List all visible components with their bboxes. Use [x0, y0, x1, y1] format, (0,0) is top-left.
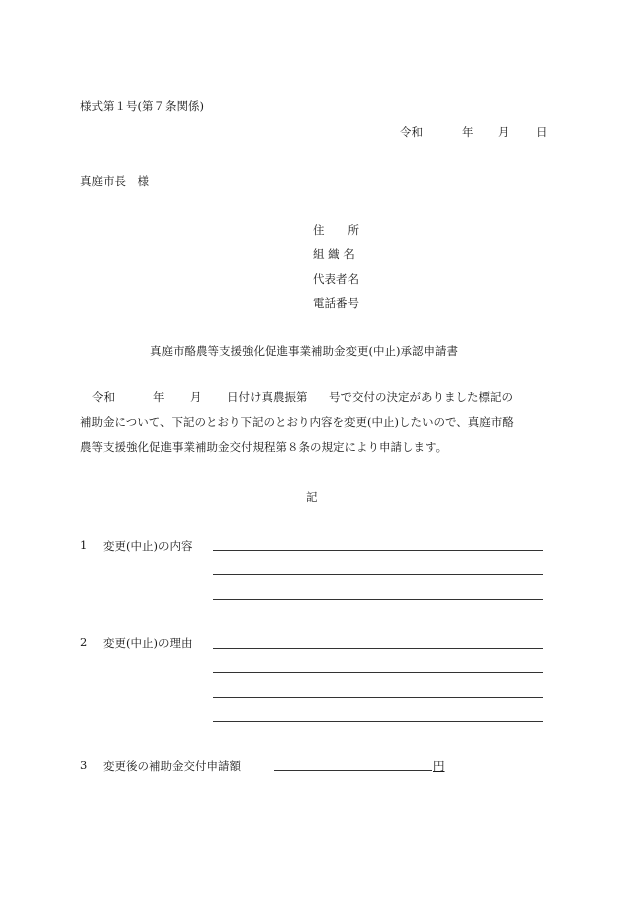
date-day: 日	[536, 125, 548, 139]
fill-line[interactable]	[213, 721, 543, 722]
body-year: 年	[153, 390, 165, 404]
body-line-3: 農等支援強化促進事業補助金交付規程第８条の規定により申請します。	[80, 440, 448, 454]
yen-unit: 円	[433, 759, 445, 773]
item-label: 変更(中止)の理由	[103, 636, 193, 650]
item-number: 2	[80, 635, 88, 649]
item-number: 1	[80, 538, 88, 552]
fill-line[interactable]	[213, 648, 543, 649]
item-label: 変更後の補助金交付申請額	[103, 759, 241, 773]
fill-line[interactable]	[213, 550, 543, 551]
form-number: 様式第１号(第７条関係)	[80, 99, 204, 113]
amount-line[interactable]	[274, 770, 432, 771]
item-label: 変更(中止)の内容	[103, 539, 193, 553]
document-title: 真庭市酪農等支援強化促進事業補助金変更(中止)承認申請書	[150, 344, 458, 358]
date-year: 年	[462, 125, 474, 139]
representative-label: 代表者名	[313, 272, 359, 286]
body-month: 月	[190, 390, 202, 404]
body-paragraph	[80, 385, 550, 460]
body-decision-text: 号で交付の決定がありました標記の	[329, 390, 513, 404]
organization-label: 組 織 名	[313, 247, 355, 261]
fill-line[interactable]	[213, 599, 543, 600]
address-label: 住 所	[313, 223, 359, 237]
addressee: 真庭市長 様	[80, 174, 149, 188]
fill-line[interactable]	[213, 672, 543, 673]
body-era: 令和	[92, 390, 115, 404]
fill-line[interactable]	[213, 697, 543, 698]
body-line-2: 補助金について、下記のとおり下記のとおり内容を変更(中止)したいので、真庭市酪	[80, 415, 514, 429]
item-number: 3	[80, 758, 88, 772]
date-era: 令和	[400, 125, 423, 139]
body-line-1	[80, 385, 550, 410]
phone-label: 電話番号	[313, 296, 359, 310]
body-date-ref: 日付け真農振第	[227, 390, 308, 404]
ki-heading: 記	[306, 490, 318, 504]
fill-line[interactable]	[213, 574, 543, 575]
date-month: 月	[498, 125, 510, 139]
